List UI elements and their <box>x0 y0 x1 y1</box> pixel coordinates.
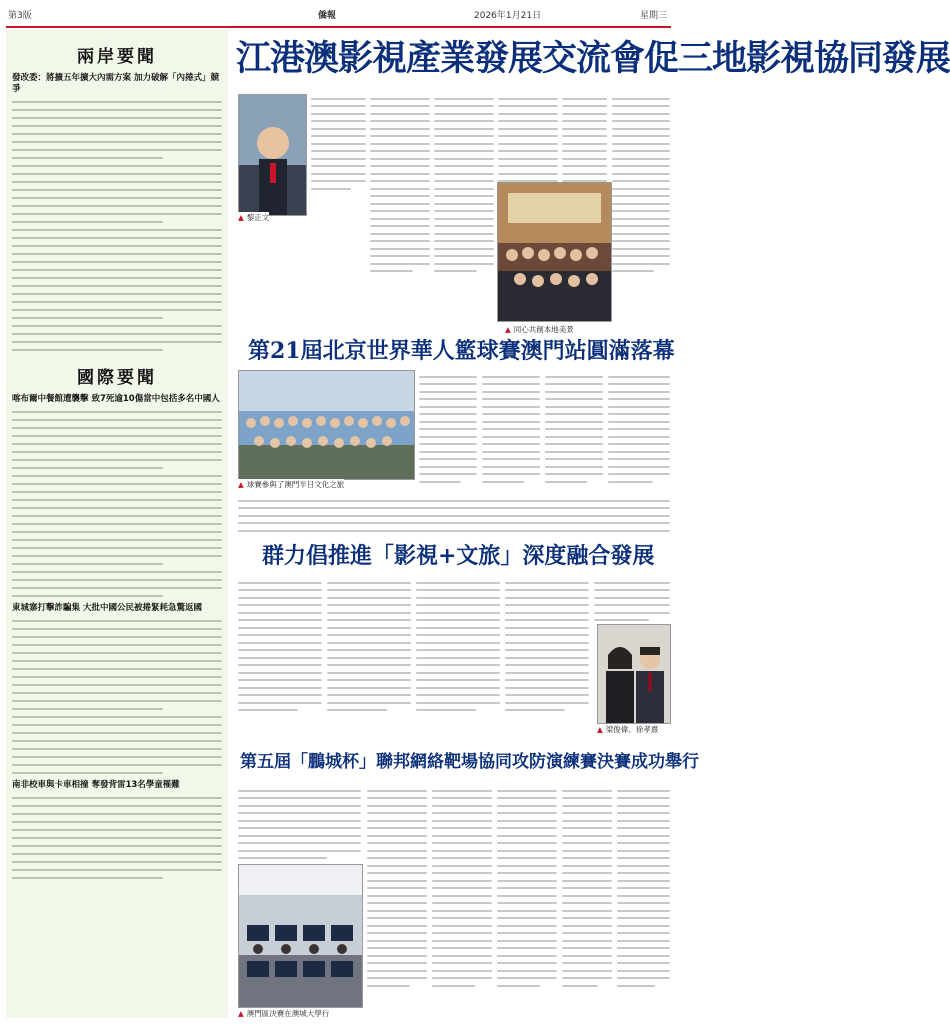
text-col-15 <box>594 576 670 627</box>
text-col-16 <box>238 784 361 865</box>
caption-contest: ▲ 澳門區決賽在澳城大學行 <box>238 1009 330 1018</box>
text-col-21 <box>617 784 670 992</box>
portrait-photo <box>238 94 307 216</box>
text-col-20 <box>562 784 612 992</box>
group-photo-film <box>497 182 612 322</box>
contest-room-photo <box>238 864 363 1008</box>
article-body-ndrc <box>12 101 222 351</box>
article-title-kabul: 喀布爾中餐館遭襲擊 致7死逾10傷當中包括多名中國人 <box>12 394 220 404</box>
text-col-13 <box>416 576 500 717</box>
issue-weekday: 星期三 <box>639 11 667 21</box>
left-news-column <box>6 30 228 1018</box>
article-body-kabul <box>12 411 222 597</box>
headline-film-tourism: 群力倡推進「影視+文旅」深度融合發展 <box>262 543 655 569</box>
text-col-18 <box>432 784 492 992</box>
text-col-14 <box>505 576 589 717</box>
text-col-1 <box>311 92 366 195</box>
article-title-cambodia: 東城寨打擊詐騙集 大批中國公民被捲緊耗急驚返國 <box>12 603 202 613</box>
text-col-2 <box>370 92 430 278</box>
group-photo-basketball <box>238 370 415 480</box>
headline-film-exchange: 江港澳影視產業發展交流會促三地影視協同發展 <box>236 38 950 79</box>
newspaper-logo: 僑報 <box>318 11 337 21</box>
section-title-cross-strait: 兩岸要聞 <box>77 47 157 67</box>
text-col-6 <box>612 92 670 278</box>
article-body-cambodia <box>12 620 222 774</box>
headline-pengcheng-cup: 第五屆「鵬城杯」聯邦網絡靶場協同攻防演練賽決賽成功舉行 <box>240 752 699 772</box>
text-col-7 <box>419 370 477 488</box>
text-col-3 <box>434 92 494 278</box>
text-col-10 <box>608 370 670 488</box>
page-header <box>6 2 671 28</box>
caption-duo: ▲ 梁俊偉、徐孝熹 <box>597 725 659 734</box>
article-body-south-africa <box>12 797 222 879</box>
caption-portrait: ▲ 黎正文 <box>238 213 270 222</box>
text-col-8 <box>482 370 540 488</box>
duo-portrait-photo <box>597 624 671 724</box>
caption-basketball: ▲ 球賽參與了澳門半日文化之旅 <box>238 480 345 489</box>
article-title-ndrc: 發改委：將擴五年擴大內需方案 加力破解「內捲式」競爭 <box>12 73 219 94</box>
text-col-12 <box>327 576 411 717</box>
text-col-17 <box>367 784 427 992</box>
headline-basketball: 第21屆北京世界華人籃球賽澳門站圓滿落幕 <box>248 338 675 364</box>
article-title-south-africa: 南非校車與卡車相撞 奪發背雷13名學童罹難 <box>12 780 180 790</box>
text-col-19 <box>497 784 557 992</box>
page-label: 第3版 <box>8 11 32 21</box>
text-col-9 <box>545 370 603 488</box>
text-col-11 <box>238 576 322 717</box>
caption-group-film: ▲ 同心共創本地美景 <box>505 325 574 334</box>
text-block-basketball <box>238 494 670 537</box>
section-title-international: 國際要聞 <box>77 368 157 388</box>
issue-date: 2026年1月21日 <box>474 11 542 21</box>
